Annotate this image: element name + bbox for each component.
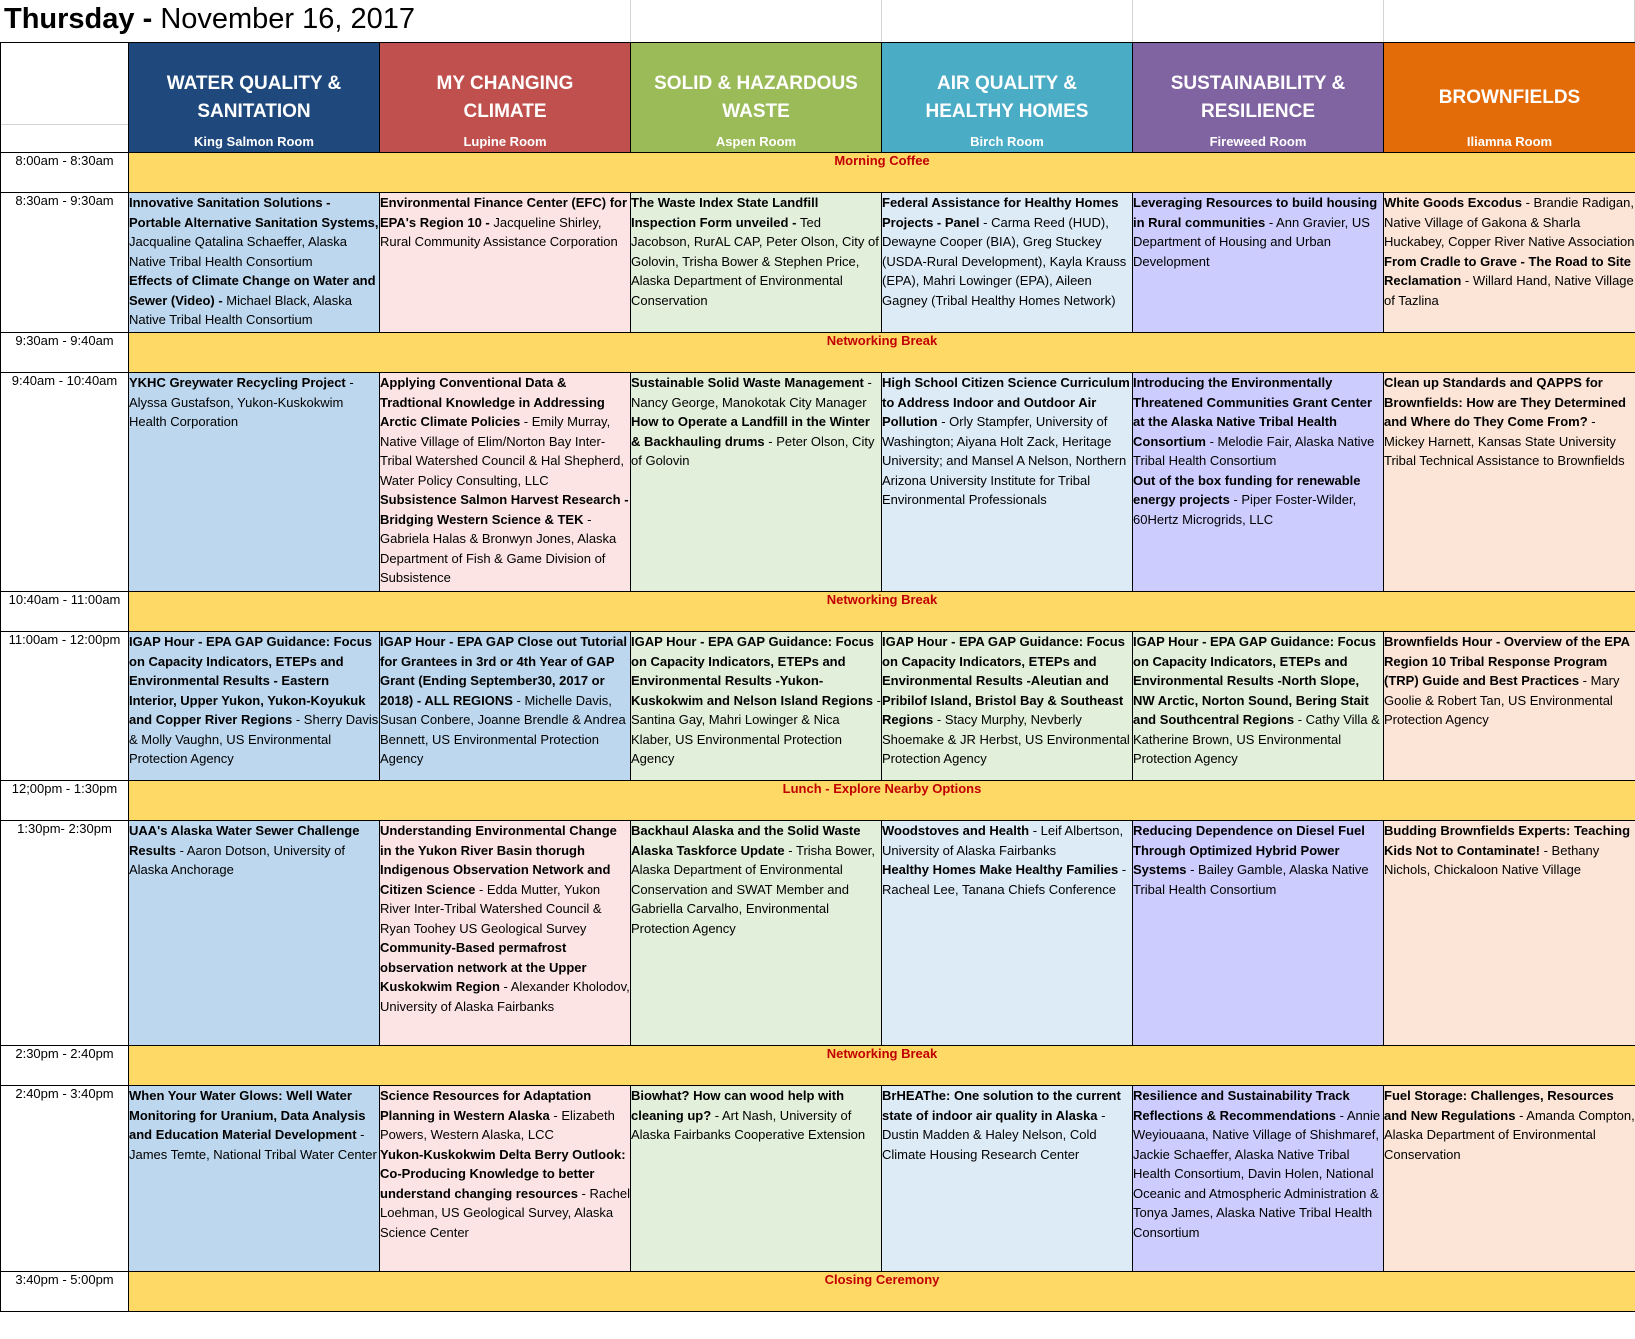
track-name: SOLID & HAZARDOUS WASTE (654, 73, 858, 122)
session-title: How to Operate a Landfill in the Winter & Backhauling drums (631, 414, 870, 449)
session-presenters: - Santina Gay, Mahri Lowinger & Nica Klaber, US Environmental Protection Agency (631, 692, 881, 766)
session-title: Yukon-Kuskokwim Delta Berry Outlook: Co-Producing Knowledge to better understand changing resources (380, 1146, 626, 1201)
break-row (1, 1046, 1635, 1086)
session-entry (1384, 373, 1635, 471)
session-title: Resilience and Sustainability Track Reflections & Recommendations (1133, 1088, 1350, 1123)
session-entry (1133, 821, 1383, 899)
session-cell[interactable] (631, 821, 882, 1046)
track-name: MY CHANGING CLIMATE (436, 73, 574, 122)
break-banner: Networking Break (129, 592, 1635, 632)
session-cell[interactable] (882, 632, 1133, 781)
session-cell[interactable] (380, 193, 631, 333)
session-presenters: - Ann Gravier, US Department of Housing and Urban Development (1133, 214, 1370, 269)
session-presenters: - Peter Olson, City of Golovin (631, 433, 875, 468)
session-entry (380, 1145, 630, 1243)
session-cell[interactable] (631, 1086, 882, 1272)
break-banner: Networking Break (129, 1046, 1635, 1086)
session-title: Applying Conventional Data & Tradtional Knowledge in Addressing Arctic Climate Policies (380, 375, 605, 429)
session-cell[interactable] (1133, 1086, 1384, 1272)
session-presenters: - Amanda Compton, Alaska Department of Environmental Conservation (1384, 1107, 1635, 1162)
session-cell[interactable] (1384, 373, 1635, 592)
session-presenters: - Leif Albertson, University of Alaska Fairbanks (882, 823, 1124, 858)
session-row (1, 1086, 1635, 1272)
session-row (1, 193, 1635, 333)
session-entry (380, 821, 630, 938)
session-entry (129, 193, 379, 271)
track-header-water (129, 43, 380, 153)
session-entry (1133, 632, 1383, 769)
session-entry (129, 1086, 379, 1164)
session-presenters: - Nancy George, Manokotak City Manager (631, 375, 872, 410)
session-title: Healthy Homes Make Healthy Families (882, 862, 1119, 877)
session-title: Brownfields Hour - Overview of the EPA Region 10 Tribal Response Program (TRP) Guide and Best Practices (1384, 634, 1630, 688)
session-presenters: - Bailey Gamble, Alaska Native Tribal Health Consortium (1133, 862, 1369, 897)
track-name: SUSTAINABILITY & RESILIENCE (1170, 73, 1346, 122)
session-entry (1384, 252, 1635, 311)
session-title: BrHEAThe: One solution to the current state of indoor air quality in Alaska (882, 1088, 1121, 1123)
session-cell[interactable] (882, 193, 1133, 333)
session-entry (1133, 1086, 1383, 1242)
session-entry (129, 632, 379, 769)
session-title: Science Resources for Adaptation Planning in Western Alaska (380, 1088, 592, 1123)
session-title: Reducing Dependence on Diesel Fuel Through Optimized Hybrid Power Systems (1133, 823, 1365, 877)
gridline (630, 0, 631, 42)
session-title: Biowhat? How can wood help with cleaning up? (631, 1088, 845, 1123)
track-name: BROWNFIELDS (1438, 87, 1581, 108)
gridline (881, 0, 882, 42)
session-presenters: Michael Black, Alaska Native Tribal Health Consortium (129, 292, 353, 327)
session-presenters: - Melodie Fair, Alaska Native Tribal Health Consortium (1133, 433, 1375, 468)
session-entry (1384, 632, 1635, 730)
break-row (1, 781, 1635, 821)
session-presenters: Jacqualine Qatalina Schaeffer, Alaska Native Tribal Health Consortium (129, 234, 348, 269)
time-label: 9:30am - 9:40am (1, 333, 129, 373)
session-cell[interactable] (1133, 821, 1384, 1046)
session-entry (380, 632, 630, 769)
session-presenters: - Cathy Villa & Katherine Brown, US Environmental Protection Agency (1133, 712, 1380, 766)
session-presenters: - Willard Hand, Native Village of Tazlina (1384, 273, 1634, 308)
session-presenters: - Dustin Madden & Haley Nelson, Cold Climate Housing Research Center (882, 1107, 1106, 1162)
session-cell[interactable] (1384, 1086, 1635, 1272)
session-entry (129, 271, 379, 330)
session-title: Woodstoves and Health (882, 823, 1030, 838)
session-title: Understanding Environmental Change in the Yukon River Basin thorugh Indigenous Observation Network and Citizen Science (380, 823, 617, 897)
session-title: High School Citizen Science Curriculum to Address Indoor and Outdoor Air Pollution (882, 375, 1130, 429)
break-banner: Lunch - Explore Nearby Options (129, 781, 1635, 821)
session-cell[interactable] (1133, 373, 1384, 592)
time-label: 10:40am - 11:00am (1, 592, 129, 632)
session-cell[interactable] (882, 1086, 1133, 1272)
time-label: 8:30am - 9:30am (1, 193, 129, 333)
session-presenters: - Piper Foster-Wilder, 60Hertz Microgrids, LLC (1133, 492, 1357, 527)
track-room: Birch Room (970, 134, 1044, 149)
session-cell[interactable] (380, 632, 631, 781)
session-cell[interactable] (380, 373, 631, 592)
session-title: IGAP Hour - EPA GAP Guidance: Focus on Capacity Indicators, ETEPs and Environmental Results -Aleutian and Pribilof Island, Bristol Bay & Southeast Regions (882, 634, 1125, 727)
session-entry (380, 1086, 630, 1145)
session-cell[interactable] (631, 193, 882, 333)
track-name: WATER QUALITY & SANITATION (166, 73, 342, 122)
session-entry (1133, 373, 1383, 471)
page-title (4, 3, 415, 36)
session-cell[interactable] (1133, 632, 1384, 781)
session-entry (380, 373, 630, 490)
session-entry (631, 1086, 881, 1145)
session-presenters: - Racheal Lee, Tanana Chiefs Conference (882, 862, 1127, 897)
time-label: 3:40pm - 5:00pm (1, 1272, 129, 1312)
session-cell[interactable] (380, 821, 631, 1046)
session-cell[interactable] (129, 632, 380, 781)
session-title: IGAP Hour - EPA GAP Guidance: Focus on Capacity Indicators, ETEPs and Environmental Results -Yukon-Kuskokwim and Nelson Island Regions (631, 634, 874, 708)
session-title: IGAP Hour - EPA GAP Guidance: Focus on Capacity Indicators, ETEPs and Environmental Results -North Slope, NW Arctic, Norton Sound, Bering Stait and Southcentral Regions (1133, 634, 1376, 727)
break-row (1, 1272, 1635, 1312)
session-title: Fuel Storage: Challenges, Resources and New Regulations (1384, 1088, 1614, 1123)
session-presenters: - Alyssa Gustafson, Yukon-Kuskokwim Health Corporation (129, 375, 354, 429)
session-entry (1133, 193, 1383, 271)
session-cell[interactable] (129, 821, 380, 1046)
session-presenters: - Orly Stampfer, University of Washington; Aiyana Holt Zack, Heritage University; and Mansel A Nelson, Northern Arizona University Institute for Tribal Environmental Professionals (882, 414, 1127, 507)
session-title: From Cradle to Grave - The Road to Site Reclamation (1384, 253, 1632, 288)
session-title: UAA's Alaska Water Sewer Challenge Results (129, 823, 360, 858)
session-presenters: - Carma Reed (HUD), Dewayne Cooper (BIA), Greg Stuckey (USDA-Rural Development), Kayla Krauss (EPA), Mahri Lowinger (EPA), Aileen Gagney (Tribal Healthy Homes Network) (882, 214, 1127, 308)
session-entry (631, 821, 881, 938)
session-presenters: Jacqueline Shirley, Rural Community Assistance Corporation (380, 214, 618, 249)
session-presenters: - Edda Mutter, Yukon River Inter-Tribal Watershed Council & Ryan Toohey US Geological Survey (380, 881, 602, 936)
track-header-sustainability (1133, 43, 1384, 153)
session-cell[interactable] (380, 1086, 631, 1272)
session-title: Federal Assistance for Healthy Homes Projects - Panel (882, 195, 1119, 230)
day-label: Thursday (4, 3, 135, 35)
session-presenters: Ted Jacobson, RurAL CAP, Peter Olson, City of Golovin, Trisha Bower & Stephen Price, Alaska Department of Environmental Conservation (631, 214, 879, 308)
session-title: When Your Water Glows: Well Water Monitoring for Uranium, Data Analysis and Education Material Development (129, 1088, 366, 1142)
track-header-brownfields (1384, 43, 1635, 153)
time-label: 12;00pm - 1:30pm (1, 781, 129, 821)
session-presenters: - Alexander Kholodov, University of Alaska Fairbanks (380, 979, 630, 1014)
schedule-grid (0, 42, 1635, 1312)
session-presenters: - Michelle Davis, Susan Conbere, Joanne Brendle & Andrea Bennett, US Environmental Protection Agency (380, 692, 626, 766)
break-row (1, 153, 1635, 193)
session-entry (882, 1086, 1132, 1164)
session-row (1, 821, 1635, 1046)
gridline (1383, 0, 1384, 42)
session-title: Clean up Standards and QAPPS for Brownfields: How are They Determined and Where do They Come From? (1384, 375, 1626, 429)
session-entry (882, 193, 1132, 310)
session-title: Innovative Sanitation Solutions - Portable Alternative Sanitation Systems, (129, 195, 379, 230)
session-title: Effects of Climate Change on Water and Sewer (Video) - (129, 273, 376, 308)
session-cell[interactable] (1384, 821, 1635, 1046)
session-cell[interactable] (1133, 193, 1384, 333)
session-presenters: - Bethany Nichols, Chickaloon Native Village (1384, 842, 1600, 877)
session-presenters: - Elizabeth Powers, Western Alaska, LCC (380, 1107, 615, 1142)
session-title: Subsistence Salmon Harvest Research - Bridging Western Science & TEK (380, 492, 629, 527)
session-title: Sustainable Solid Waste Management (631, 375, 864, 390)
title-row (0, 0, 1635, 42)
session-title: Environmental Finance Center (EFC) for EPA's Region 10 - (380, 195, 628, 230)
session-entry (882, 860, 1132, 899)
session-title: IGAP Hour - EPA GAP Close out Tutorial for Grantees in 3rd or 4th Year of GAP Grant (Ending September30, 2017 or 2018) - ALL REGIONS (380, 634, 628, 708)
session-cell[interactable] (631, 632, 882, 781)
time-label: 8:00am - 8:30am (1, 153, 129, 193)
session-entry (129, 821, 379, 880)
time-label: 2:40pm - 3:40pm (1, 1086, 129, 1272)
session-title: Backhaul Alaska and the Solid Waste Alaska Taskforce Update (631, 823, 861, 858)
session-cell[interactable] (882, 821, 1133, 1046)
track-header-waste (631, 43, 882, 153)
time-label: 1:30pm- 2:30pm (1, 821, 129, 1046)
break-row (1, 592, 1635, 632)
track-room: Aspen Room (715, 134, 797, 149)
track-room: Lupine Room (463, 134, 547, 149)
session-entry (882, 373, 1132, 510)
session-presenters: - Mary Goolie & Robert Tan, US Environmental Protection Agency (1384, 673, 1620, 727)
session-title: IGAP Hour - EPA GAP Guidance: Focus on Capacity Indicators, ETEPs and Environmental Results - Eastern Interior, Upper Yukon, Yukon-Koyukuk and Copper River Regions (129, 634, 372, 727)
session-cell[interactable] (631, 373, 882, 592)
break-row (1, 333, 1635, 373)
session-title: The Waste Index State Landfill Inspection Form unveiled - (631, 195, 819, 230)
session-presenters: - Emily Murray, Native Village of Elim/Norton Bay Inter-Tribal Watershed Council & Hal Shepherd, Water Policy Consulting, LLC (380, 414, 624, 488)
session-presenters: - Trisha Bower, Alaska Department of Environmental Conservation and SWAT Member and Gabriella Carvalho, Environmental Protection Agency (631, 842, 875, 936)
track-header-climate (380, 43, 631, 153)
session-title: White Goods Excodus (1384, 195, 1522, 210)
session-title: Budding Brownfields Experts: Teaching Kids Not to Contaminate! (1384, 823, 1631, 858)
track-room: Iliamna Room (1466, 134, 1553, 149)
gridline (1132, 0, 1133, 42)
session-entry (882, 632, 1132, 769)
session-title: Introducing the Environmentally Threatened Communities Grant Center at the Alaska Native Tribal Health Consortium (1133, 375, 1373, 449)
session-entry (380, 938, 630, 1016)
session-title: YKHC Greywater Recycling Project (129, 375, 346, 390)
session-cell[interactable] (882, 373, 1133, 592)
track-header-row (1, 43, 1635, 153)
session-title: Community-Based permafrost observation network at the Upper Kuskokwim Region (380, 940, 587, 994)
time-label: 2:30pm - 2:40pm (1, 1046, 129, 1086)
session-presenters: - Annie Weyiouaana, Native Village of Shishmaref, Jackie Schaeffer, Alaska Native Tribal Health Consortium, Davin Holen, National Oceanic and Atmospheric Administration & Tonya James, Alaska Native Tribal Health Consortium (1133, 1107, 1381, 1240)
session-presenters: - Art Nash, University of Alaska Fairbanks Cooperative Extension (631, 1107, 866, 1142)
time-label: 11:00am - 12:00pm (1, 632, 129, 781)
session-presenters: - James Temte, National Tribal Water Center (129, 1127, 377, 1162)
session-row (1, 373, 1635, 592)
session-title: Leveraging Resources to build housing in Rural communities (1133, 195, 1378, 230)
session-presenters: - Stacy Murphy, Nevberly Shoemake & JR Herbst, US Environmental Protection Agency (882, 712, 1130, 766)
title-separator: - (134, 3, 161, 35)
session-title: Out of the box funding for renewable energy projects (1133, 472, 1361, 507)
track-name: AIR QUALITY & HEALTHY HOMES (925, 73, 1089, 122)
corner-cell (1, 43, 129, 153)
session-presenters: - Aaron Dotson, University of Alaska Anchorage (129, 842, 346, 877)
break-banner: Closing Ceremony (129, 1272, 1635, 1312)
date-label: November 16, 2017 (160, 3, 416, 35)
session-presenters: - Rachel Loehman, US Geological Survey, Alaska Science Center (380, 1185, 630, 1240)
session-entry (1384, 821, 1635, 880)
session-entry (631, 193, 881, 310)
session-entry (882, 821, 1132, 860)
session-entry (129, 373, 379, 432)
break-banner: Networking Break (129, 333, 1635, 373)
session-entry (1384, 193, 1635, 252)
session-entry (1384, 1086, 1635, 1164)
session-presenters: - Mickey Harnett, Kansas State University Tribal Technical Assistance to Brownfields (1384, 414, 1625, 468)
session-cell[interactable] (129, 373, 380, 592)
session-cell[interactable] (1384, 632, 1635, 781)
track-room: King Salmon Room (194, 134, 314, 149)
session-entry (631, 373, 881, 471)
session-presenters: - Gabriela Halas & Bronwyn Jones, Alaska Department of Fish & Game Division of Subsistence (380, 511, 617, 585)
time-label: 9:40am - 10:40am (1, 373, 129, 592)
break-banner: Morning Coffee (129, 153, 1635, 193)
track-room: Fireweed Room (1209, 134, 1307, 149)
track-header-air (882, 43, 1133, 153)
session-row (1, 632, 1635, 781)
session-entry (380, 193, 630, 252)
session-presenters: - Brandie Radigan, Native Village of Gakona & Sharla Huckabey, Copper River Native Association (1384, 195, 1635, 249)
session-entry (1133, 471, 1383, 530)
session-entry (631, 414, 874, 468)
session-presenters: - Sherry Davis & Molly Vaughn, US Environmental Protection Agency (129, 712, 379, 766)
session-cell[interactable] (129, 193, 380, 333)
session-entry (631, 632, 881, 769)
session-cell[interactable] (1384, 193, 1635, 333)
session-entry (380, 490, 630, 588)
session-cell[interactable] (129, 1086, 380, 1272)
